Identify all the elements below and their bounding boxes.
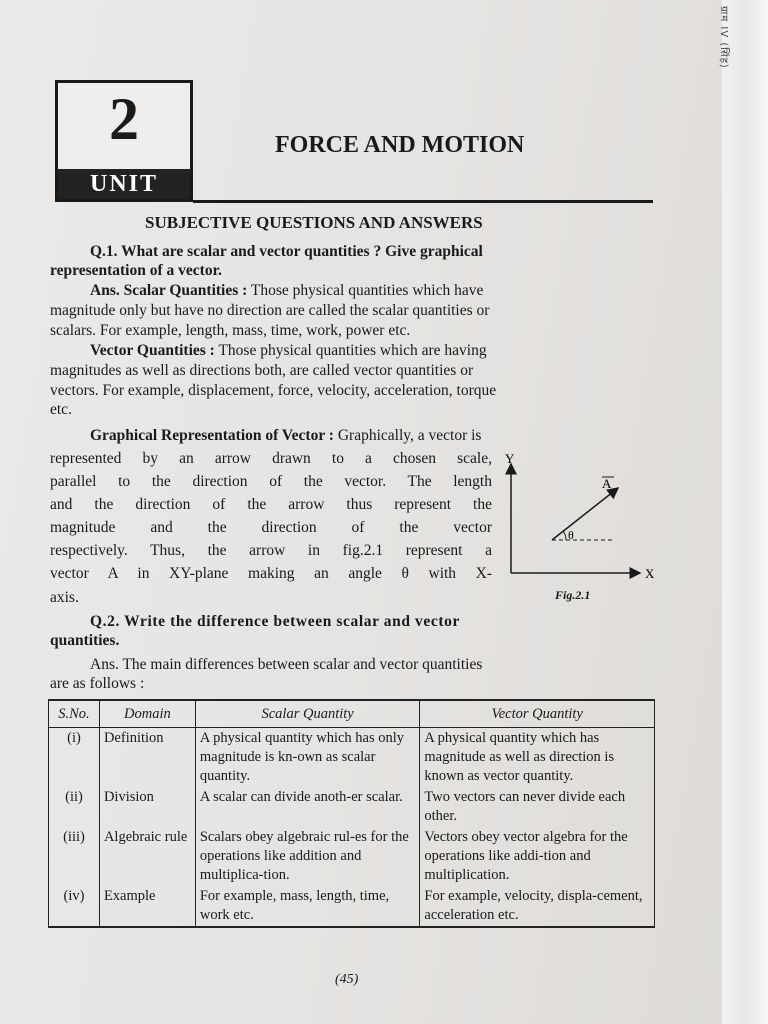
figure-caption: Fig.2.1 — [555, 588, 591, 602]
table-row — [49, 728, 655, 788]
row-sno: (iii) — [49, 827, 100, 886]
vector-line-2: magnitudes as well as directions both, are called vector quantities or — [50, 362, 474, 379]
table-header-row — [49, 700, 655, 728]
ans-scalar-line-3: scalars. For example, length, mass, time, work, power etc. — [50, 322, 411, 339]
row-sno: (i) — [49, 728, 100, 788]
row-domain: Algebraic rule — [99, 827, 195, 886]
row-domain: Example — [99, 886, 195, 927]
ans-scalar-line-1: Ans. Scalar Quantities : Those physical quantities which have — [90, 282, 484, 299]
row-vector: Vectors obey vector algebra for the operations like addi-tion and multiplication. — [420, 827, 655, 886]
row-sno: (ii) — [49, 787, 100, 827]
q2-line-1: Q.2. Write the difference between scalar and vector — [90, 613, 460, 630]
chapter-title: FORCE AND MOTION — [275, 132, 525, 158]
section-heading: SUBJECTIVE QUESTIONS AND ANSWERS — [145, 213, 483, 232]
ans2-line-2: are as follows : — [50, 675, 145, 692]
graphical-line-5: magnitude and the direction of the vector — [50, 519, 492, 536]
graphical-line-2: represented by an arrow drawn to a chosen scale, — [50, 450, 492, 467]
row-scalar: A physical quantity which has only magnitude is kn-own as scalar quantity. — [195, 728, 420, 788]
ans-scalar-line-2: magnitude only but have no direction are called the scalar quantities or — [50, 302, 490, 319]
vector-line-3: vectors. For example, displacement, force, velocity, acceleration, torque — [50, 382, 497, 399]
table-row — [49, 787, 655, 827]
graphical-line-8: axis. — [50, 589, 79, 606]
vector-arrow — [552, 488, 618, 540]
table-row — [49, 886, 655, 927]
difference-table — [48, 699, 655, 928]
x-axis-label: X — [645, 566, 655, 581]
ans2-line-1: Ans. The main differences between scalar and vector quantities — [90, 656, 483, 673]
graphical-line-1: Graphical Representation of Vector : Graphically, a vector is — [90, 427, 482, 444]
page-number: (45) — [335, 972, 359, 987]
heading-rule — [193, 200, 653, 203]
graphical-line-4: and the direction of the arrow thus represent the — [50, 496, 492, 513]
row-domain: Division — [99, 787, 195, 827]
q1-line-1: Q.1. What are scalar and vector quantities ? Give graphical — [90, 243, 483, 260]
y-axis-label: Y — [505, 451, 515, 466]
q2-line-2: quantities. — [50, 632, 120, 649]
header-sno: S.No. — [49, 700, 100, 728]
angle-label: θ — [568, 528, 574, 542]
row-vector: For example, velocity, displa-cement, acceleration etc. — [420, 886, 655, 927]
row-vector: Two vectors can never divide each other. — [420, 787, 655, 827]
spine-text: ग्राम IV (सिंह) — [718, 6, 729, 69]
q1-line-2: representation of a vector. — [50, 262, 222, 279]
row-scalar: Scalars obey algebraic rul-es for the operations like addition and multiplica-tion. — [195, 827, 420, 886]
unit-box — [55, 80, 193, 202]
vector-line-1: Vector Quantities : Those physical quantities which are having — [90, 342, 487, 359]
unit-label: UNIT — [58, 169, 190, 199]
row-sno: (iv) — [49, 886, 100, 927]
vector-label: A — [602, 476, 612, 491]
angle-arc — [563, 531, 566, 540]
header-vector: Vector Quantity — [420, 700, 655, 728]
header-scalar: Scalar Quantity — [195, 700, 420, 728]
graphical-line-6: respectively. Thus, the arrow in fig.2.1 represent a — [50, 542, 492, 559]
vector-figure — [500, 450, 660, 610]
table-row — [49, 827, 655, 886]
row-vector: A physical quantity which has magnitude as well as direction is known as vector quantity. — [420, 728, 655, 788]
row-domain: Definition — [99, 728, 195, 788]
page-gutter — [722, 0, 768, 1024]
header-domain: Domain — [99, 700, 195, 728]
unit-number: 2 — [109, 86, 139, 152]
row-scalar: For example, mass, length, time, work etc. — [195, 886, 420, 927]
graphical-line-3: parallel to the direction of the vector. The length — [50, 473, 492, 490]
row-scalar: A scalar can divide anoth-er scalar. — [195, 787, 420, 827]
vector-line-4: etc. — [50, 401, 72, 418]
graphical-line-7: vector A in XY-plane making an angle θ with X- — [50, 565, 492, 582]
